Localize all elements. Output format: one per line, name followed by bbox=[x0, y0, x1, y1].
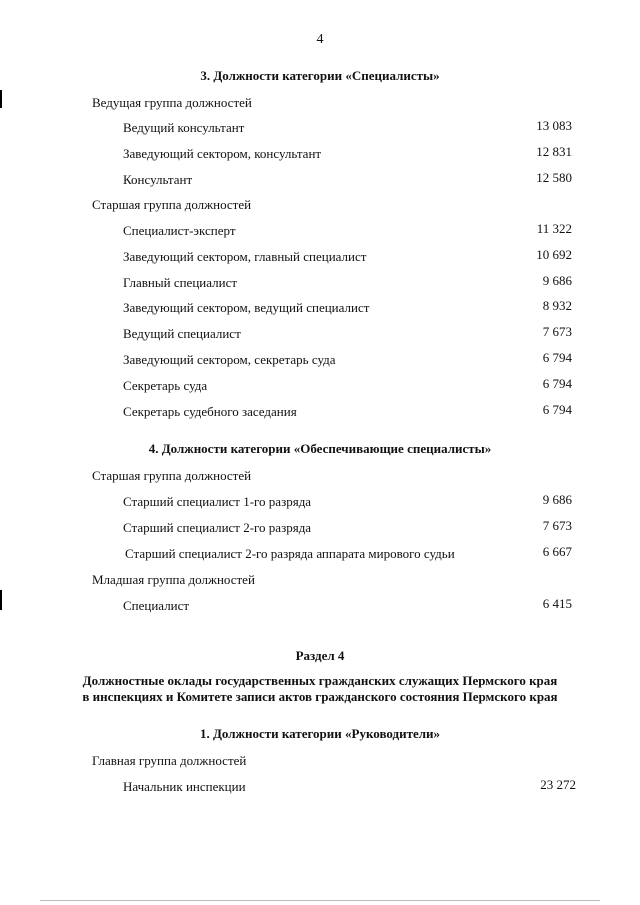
salary-value: 6 415 bbox=[542, 596, 572, 611]
part-4-title: Раздел 4 bbox=[295, 648, 345, 663]
salary-value: 7 673 bbox=[542, 324, 572, 339]
position-title: Ведущий консультант bbox=[123, 120, 245, 135]
position-title: Заведующий сектором, консультант bbox=[123, 146, 322, 161]
position-title: Заведующий сектором, ведущий специалист bbox=[123, 300, 370, 315]
left-edge-mark-bottom bbox=[0, 590, 2, 610]
position-title: Консультант bbox=[123, 172, 193, 187]
position-title: Секретарь суда bbox=[123, 378, 208, 393]
salary-value: 7 673 bbox=[542, 518, 572, 533]
part-4-subtitle-line-2: в инспекциях и Комитете записи актов гражданского состояния Пермского края bbox=[82, 689, 558, 704]
salary-value: 6 667 bbox=[542, 544, 572, 559]
position-title: Секретарь судебного заседания bbox=[123, 404, 297, 419]
position-title: Заведующий сектором, секретарь суда bbox=[123, 352, 336, 367]
position-title: Специалист-эксперт bbox=[123, 223, 236, 238]
salary-value: 11 322 bbox=[536, 221, 572, 236]
position-title: Заведующий сектором, главный специалист bbox=[123, 249, 367, 264]
left-edge-mark-top bbox=[0, 90, 2, 108]
salary-value: 9 686 bbox=[542, 492, 572, 507]
section-4-heading: 4. Должности категории «Обеспечивающие специалисты» bbox=[148, 441, 492, 456]
section-3-heading: 3. Должности категории «Специалисты» bbox=[200, 68, 440, 83]
salary-value: 23 272 bbox=[540, 777, 576, 792]
salary-value: 8 932 bbox=[542, 298, 572, 313]
position-title: Начальник инспекции bbox=[123, 779, 246, 794]
page-number: 4 bbox=[316, 32, 324, 47]
position-title: Старший специалист 2-го разряда bbox=[123, 520, 312, 535]
salary-value: 13 083 bbox=[536, 118, 572, 133]
part-4-section-1-heading: 1. Должности категории «Руководители» bbox=[199, 726, 441, 741]
part-4-subtitle-line-1: Должностные оклады государственных гражданских служащих Пермского края bbox=[82, 673, 558, 688]
position-title: Старший специалист 1-го разряда bbox=[123, 494, 312, 509]
position-title: Главный специалист bbox=[123, 275, 238, 290]
salary-value: 6 794 bbox=[542, 376, 572, 391]
salary-value: 9 686 bbox=[542, 273, 572, 288]
position-title: Ведущий специалист bbox=[123, 326, 241, 341]
group-heading: Старшая группа должностей bbox=[92, 197, 252, 212]
group-heading: Старшая группа должностей bbox=[92, 468, 252, 483]
salary-value: 10 692 bbox=[536, 247, 572, 262]
salary-value: 12 580 bbox=[536, 170, 572, 185]
salary-value: 12 831 bbox=[536, 144, 572, 159]
group-heading: Главная группа должностей bbox=[92, 753, 247, 768]
salary-value: 6 794 bbox=[542, 402, 572, 417]
page-bottom-rule bbox=[40, 900, 600, 901]
position-title: Старший специалист 2-го разряда аппарата мирового судьи bbox=[125, 546, 455, 561]
position-title: Специалист bbox=[123, 598, 190, 613]
group-heading: Ведущая группа должностей bbox=[92, 95, 252, 110]
group-heading: Младшая группа должностей bbox=[92, 572, 255, 587]
salary-value: 6 794 bbox=[542, 350, 572, 365]
